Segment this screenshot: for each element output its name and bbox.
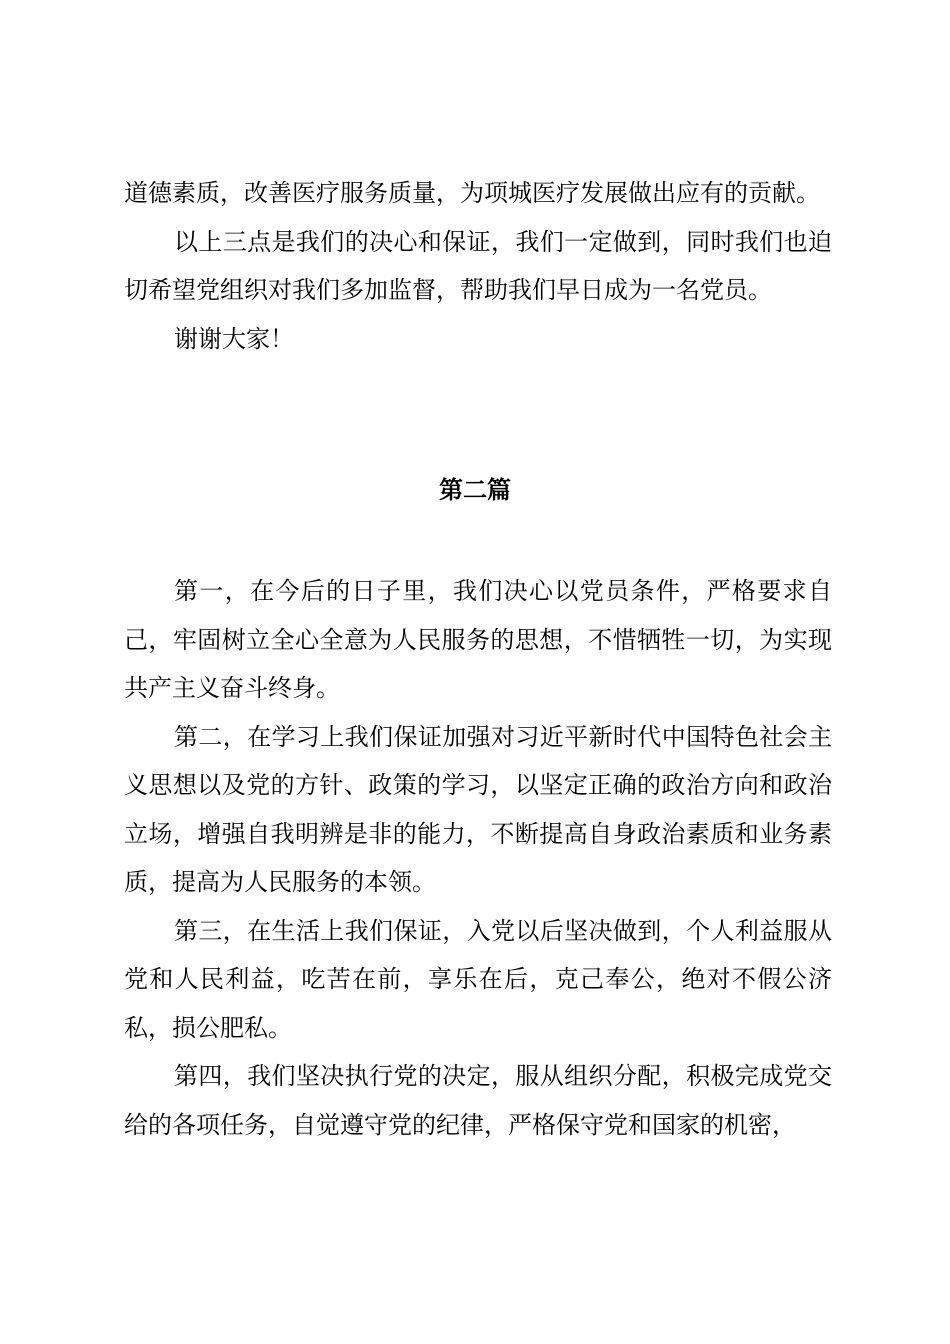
- paragraph-continuation: 道德素质，改善医疗服务质量，为项城医疗发展做出应有的贡献。: [124, 179, 820, 207]
- paragraph-thanks: 谢谢大家！: [174, 324, 294, 353]
- section-title: 第二篇: [439, 475, 511, 504]
- paragraph-first: 第一，在今后的日子里，我们决心以党员条件，严格要求自己，牢固树立全心全意为人民服务的思想，不惜牺牲一切，为实现共产主义奋斗终身。: [124, 577, 832, 702]
- paragraph-second: 第二，在学习上我们保证加强对习近平新时代中国特色社会主义思想以及党的方针、政策的学习，以坚定正确的政治方向和政治立场，增强自我明辨是非的能力，不断提高自身政治素质和业务素质，提高为人民服务的本领。: [124, 722, 832, 896]
- part1-text: [124, 169, 832, 363]
- part2-text: [124, 567, 832, 1149]
- paragraph-pledge-summary: 以上三点是我们的决心和保证，我们一定做到，同时我们也迫切希望党组织对我们多加监督，帮助我们早日成为一名党员。: [124, 227, 832, 304]
- paragraph-third: 第三，在生活上我们保证，入党以后坚决做到，个人利益服从党和人民利益，吃苦在前，享乐在后，克己奉公，绝对不假公济私，损公肥私。: [124, 916, 832, 1042]
- paragraph-fourth: 第四，我们坚决执行党的决定，服从组织分配，积极完成党交给的各项任务，自觉遵守党的纪律，严格保守党和国家的机密，: [124, 1062, 832, 1139]
